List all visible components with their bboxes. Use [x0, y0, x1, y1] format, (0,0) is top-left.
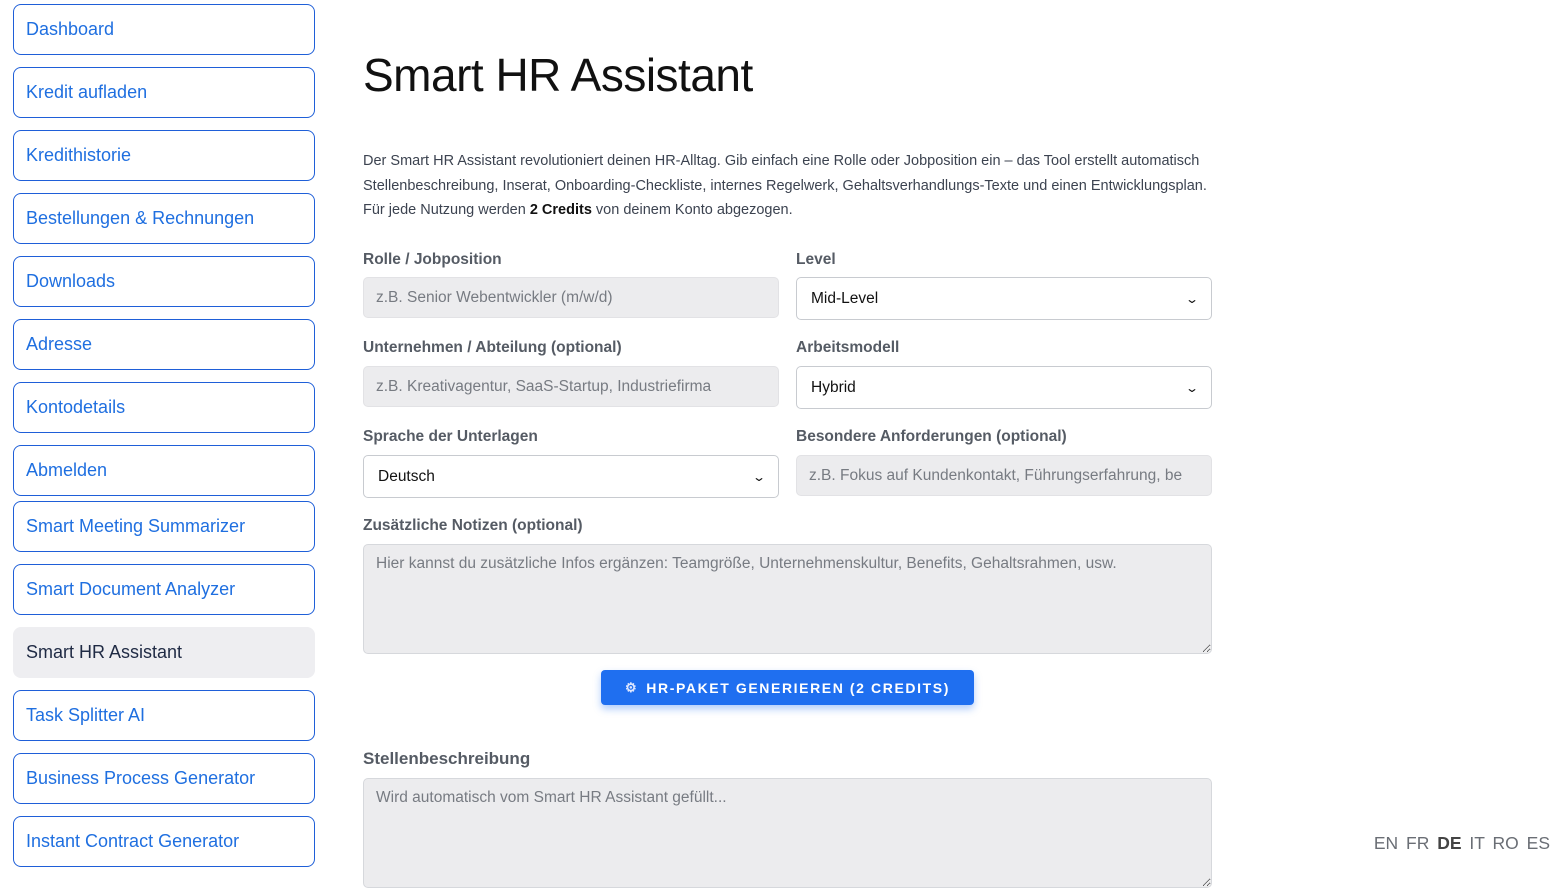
notes-textarea[interactable]: [363, 544, 1212, 654]
lang-option-it[interactable]: IT: [1469, 833, 1485, 853]
sidebar-item-label: Business Process Generator: [26, 768, 256, 788]
chevron-down-icon: ⌄: [751, 469, 767, 484]
gear-icon: ⚙: [625, 679, 639, 695]
sidebar-item-label: Bestellungen & Rechnungen: [26, 208, 255, 228]
chevron-down-icon: ⌄: [1184, 291, 1200, 306]
sidebar-item-label: Task Splitter AI: [26, 705, 146, 725]
level-select[interactable]: [796, 277, 1212, 320]
workmodel-select[interactable]: [796, 366, 1212, 409]
sidebar-item-label: Downloads: [26, 271, 116, 291]
sidebar-item-downloads[interactable]: [13, 256, 315, 307]
role-input[interactable]: [363, 277, 779, 318]
lang-option-en[interactable]: EN: [1373, 833, 1399, 853]
sidebar-item-dashboard[interactable]: [13, 4, 315, 55]
generate-button-label: HR-PAKET GENERIEREN (2 CREDITS): [646, 679, 950, 696]
main-content: [363, 0, 1213, 871]
language-select[interactable]: [363, 455, 779, 498]
lang-option-ro[interactable]: RO: [1492, 833, 1519, 853]
requirements-label: Besondere Anforderungen (optional): [796, 428, 1067, 445]
sidebar-item-label: Smart HR Assistant: [26, 642, 183, 662]
sidebar-item-task-splitter-ai[interactable]: [13, 690, 315, 741]
page-title: Smart HR Assistant: [363, 49, 753, 101]
sidebar-item-label: Dashboard: [26, 19, 115, 39]
sidebar-item-label: Kredit aufladen: [26, 82, 148, 102]
workmodel-label: Arbeitsmodell: [796, 339, 900, 356]
workmodel-select-value: Hybrid: [811, 378, 856, 396]
company-label: Unternehmen / Abteilung (optional): [363, 339, 622, 356]
sidebar-item-smart-hr-assistant[interactable]: [13, 627, 315, 678]
sidebar-item-kredit-aufladen[interactable]: [13, 67, 315, 118]
generate-hr-package-button[interactable]: [601, 670, 974, 705]
job-description-output[interactable]: [363, 778, 1212, 888]
notes-label: Zusätzliche Notizen (optional): [363, 517, 583, 534]
sidebar-item-smart-document-analyzer[interactable]: [13, 564, 315, 615]
intro-description: Der Smart HR Assistant revolutioniert deinen HR-Alltag. Gib einfach eine Rolle oder Jobposition ein – das Tool erstellt automatisch Stellenbeschreibung, Inserat, Onboarding-Checkliste, internes Regelwerk, Gehaltsverhandlungs-Texte und einen Entwicklungsplan.: [363, 153, 1207, 194]
sidebar-item-adresse[interactable]: [13, 319, 315, 370]
output-section-title: Stellenbeschreibung: [363, 749, 531, 768]
role-label: Rolle / Jobposition: [363, 251, 502, 268]
sidebar-item-label: Instant Contract Generator: [26, 831, 240, 851]
sidebar-item-kontodetails[interactable]: [13, 382, 315, 433]
level-label: Level: [796, 251, 836, 268]
sidebar-item-abmelden[interactable]: [13, 445, 315, 496]
sidebar-item-label: Abmelden: [26, 460, 108, 480]
lang-option-fr[interactable]: FR: [1406, 833, 1430, 853]
company-input[interactable]: [363, 366, 779, 407]
sidebar-item-label: Smart Meeting Summarizer: [26, 516, 246, 536]
sidebar-item-bestellungen-rechnungen[interactable]: [13, 193, 315, 244]
sidebar-item-label: Kredithistorie: [26, 145, 132, 165]
sidebar-item-instant-contract-generator[interactable]: [13, 816, 315, 867]
intro-text: [363, 149, 1213, 223]
sidebar-item-label: Smart Document Analyzer: [26, 579, 236, 599]
sidebar-item-label: Kontodetails: [26, 397, 126, 417]
sidebar-item-smart-meeting-summarizer[interactable]: [13, 501, 315, 552]
language-select-value: Deutsch: [378, 467, 435, 485]
chevron-down-icon: ⌄: [1184, 380, 1200, 395]
language-switcher: [1371, 833, 1550, 854]
lang-option-es[interactable]: ES: [1526, 833, 1550, 853]
language-label: Sprache der Unterlagen: [363, 428, 538, 445]
requirements-input[interactable]: [796, 455, 1212, 496]
lang-option-de[interactable]: DE: [1437, 833, 1462, 853]
level-select-value: Mid-Level: [811, 289, 879, 307]
sidebar-item-label: Adresse: [26, 334, 93, 354]
credits-prefix: Für jede Nutzung werden: [363, 202, 530, 218]
sidebar-item-business-process-generator[interactable]: [13, 753, 315, 804]
sidebar-item-kredithistorie[interactable]: [13, 130, 315, 181]
credits-amount: 2 Credits: [529, 202, 592, 218]
credits-suffix: von deinem Konto abgezogen.: [591, 202, 793, 218]
